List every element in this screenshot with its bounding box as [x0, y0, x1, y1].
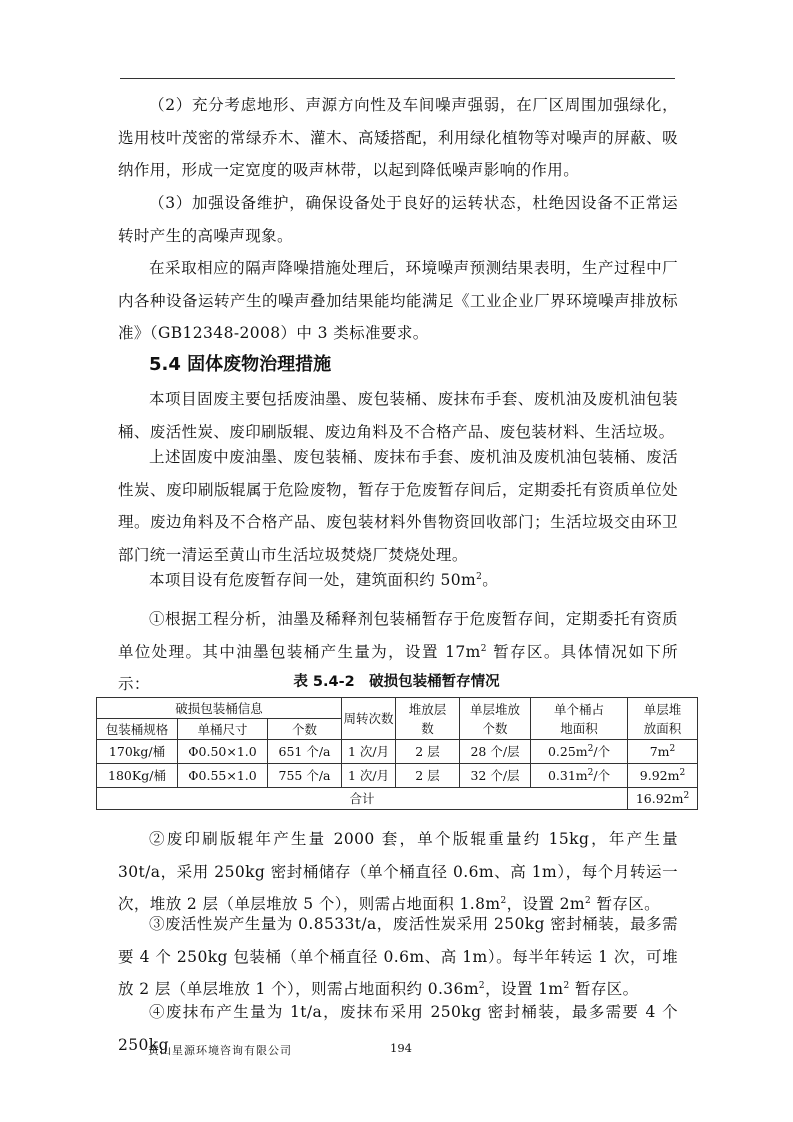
cell-per-layer: 32 个/层	[460, 764, 531, 788]
header-rule	[120, 78, 675, 79]
header-turnover: 周转次数	[342, 698, 396, 740]
paragraph-rags: ④废抹布产生量为 1t/a，废抹布采用 250kg 密封桶装，最多需要 4 个 250kg	[118, 1003, 678, 1054]
header-spec: 包装桶规格	[97, 719, 178, 740]
cell-turnover: 1 次/月	[342, 764, 396, 788]
header-count: 个数	[268, 719, 342, 740]
header-group-info: 破损包装桶信息	[97, 698, 342, 719]
cell-area-each: $0.25m^2/$个	[531, 740, 628, 764]
paragraph-storage-room: 本项目设有危废暂存间一处，建筑面积约 $50m^2$。	[149, 571, 499, 589]
table-row	[97, 764, 698, 788]
storage-table	[96, 697, 698, 810]
paragraph-noise-conclusion: 在采取相应的隔声降噪措施处理后，环境噪声预测结果表明，生产过程中厂内各种设备运转产生的噪声叠加结果能均能满足《工业企业厂界环境噪声排放标准》（GB12348-2008）中 3 类标准要求。	[118, 259, 678, 342]
header-layer-area: 单层堆 放面积	[628, 698, 698, 740]
cell-count: 755 个/a	[268, 764, 342, 788]
cell-per-layer: 28 个/层	[460, 740, 531, 764]
header-area-each: 单个桶占 地面积	[531, 698, 628, 740]
header-per-layer: 单层堆放 个数	[460, 698, 531, 740]
paragraph-noise-greening: （2）充分考虑地形、声源方向性及车间噪声强弱，在厂区周围加强绿化，选用枝叶茂密的常绿乔木、灌木、高矮搭配，利用绿化植物等对噪声的屏蔽、吸纳作用，形成一定宽度的吸声林带，以起到降低噪声影响的作用。	[118, 96, 678, 179]
cell-turnover: 1 次/月	[342, 740, 396, 764]
footer-company: 黄山星源环境咨询有限公司	[148, 1044, 292, 1057]
total-value: $16.92m^2$	[628, 788, 698, 810]
paragraph-solid-waste-types: 本项目固废主要包括废油墨、废包装桶、废抹布手套、废机油及废机油包装桶、废活性炭、废印刷版辊、废边角料及不合格产品、废包装材料、生活垃圾。	[118, 390, 678, 441]
cell-layer-area: $9.92m^2$	[628, 764, 698, 788]
table-row	[97, 740, 698, 764]
table-header-row	[97, 698, 698, 719]
table-caption: 表 5.4-2 破损包装桶暂存情况	[293, 674, 500, 690]
header-size: 单桶尺寸	[178, 719, 268, 740]
paragraph-hazardous-waste: 上述固废中废油墨、废包装桶、废抹布手套、废机油及废机油包装桶、废活性炭、废印刷版辊属于危险废物，暂存于危废暂存间后，定期委托有资质单位处理。废边角料及不合格产品、废包装材料外售物资回收部门；生活垃圾交由环卫部门统一清运至黄山市生活垃圾焚烧厂焚烧处理。	[118, 448, 678, 564]
paragraph-equipment-maintenance: （3）加强设备维护，确保设备处于良好的运转状态，杜绝因设备不正常运转时产生的高噪声现象。	[118, 194, 678, 245]
header-layers: 堆放层 数	[396, 698, 460, 740]
paragraph-printing-rollers: ②废印刷版辊年产生量 2000 套，单个版辊重量约 15kg，年产生量 30t/a，采用 250kg 密封桶储存（单个桶直径 0.6m、高 1m），每个月转运一次，堆放 2 层（单层堆放 5 个），则需占地面积 $1.8m^2$，设置 $2m^2$ 暂存区。	[118, 830, 678, 913]
cell-size: Φ0.50×1.0	[178, 740, 268, 764]
cell-layers: 2 层	[396, 740, 460, 764]
page-number: 194	[390, 1041, 412, 1055]
cell-size: Φ0.55×1.0	[178, 764, 268, 788]
cell-layer-area: $7m^2$	[628, 740, 698, 764]
cell-spec: 180Kg/桶	[97, 764, 178, 788]
table-total-row	[97, 788, 698, 810]
total-label: 合计	[97, 788, 628, 810]
section-heading: 5.4 固体废物治理措施	[149, 354, 332, 375]
paragraph-activated-carbon: ③废活性炭产生量为 0.8533t/a，废活性炭采用 250kg 密封桶装，最多需要 4 个 250kg 包装桶（单个桶直径 0.6m、高 1m）。每半年转运 1 次，可堆放 2 层（单层堆放 1 个），则需占地面积约 $0.36m^2$，设置 $1m^2$ 暂存区。	[118, 915, 678, 998]
cell-count: 651 个/a	[268, 740, 342, 764]
cell-spec: 170kg/桶	[97, 740, 178, 764]
cell-layers: 2 层	[396, 764, 460, 788]
paragraph-ink-buckets: ①根据工程分析，油墨及稀释剂包装桶暂存于危废暂存间，定期委托有资质单位处理。其中油墨包装桶产生量为，设置 $17m^2$ 暂存区。具体情况如下所示：	[118, 610, 678, 693]
cell-area-each: $0.31m^2/$个	[531, 764, 628, 788]
